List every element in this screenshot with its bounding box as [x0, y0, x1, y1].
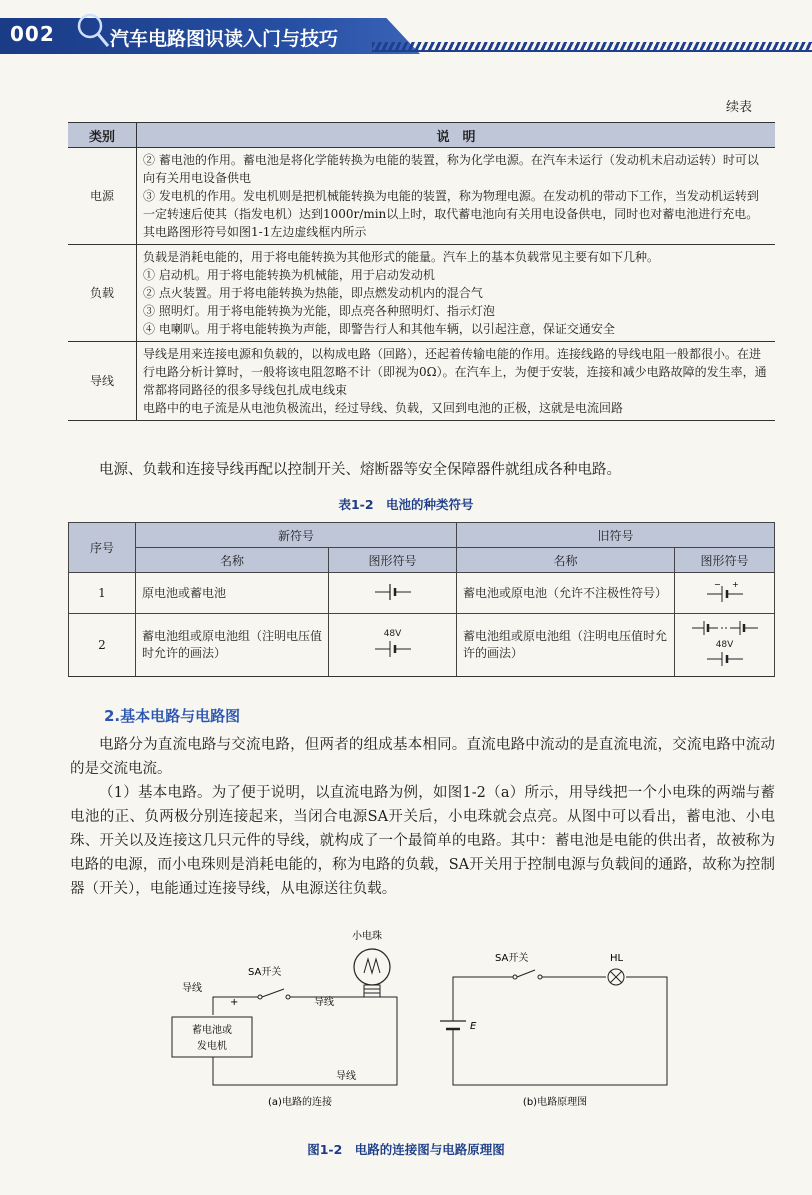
- col-new-symbol: 图形符号: [329, 548, 457, 573]
- description-line: ① 启动机。用于将电能转换为机械能，用于启动发动机: [143, 268, 435, 282]
- circuit-figure: [0, 925, 812, 1125]
- section-title: 2.基本电路与电路图: [104, 707, 241, 725]
- table-row: [69, 573, 775, 614]
- battery-label-2: 发电机: [197, 1041, 227, 1052]
- col-old-symbol: 图形符号: [675, 548, 775, 573]
- lamp-label-b: HL: [610, 953, 624, 964]
- table-row: [68, 245, 775, 342]
- battery-label-1: 蓄电池或: [192, 1025, 232, 1036]
- row-description: [137, 245, 776, 342]
- description-line: ④ 电喇叭。用于将电能转换为声能，即警告行人和其他车辆，以引起注意，保证交通安全: [143, 322, 615, 336]
- bulb-label: 小电珠: [352, 931, 382, 942]
- new-name: 原电池或蓄电池: [136, 573, 329, 614]
- new-symbol: [329, 573, 457, 614]
- battery-symbol-table: [68, 522, 775, 677]
- subcaption-a: (a)电路的连接: [268, 1097, 332, 1108]
- bulb-icon: [354, 949, 390, 997]
- switch-label-a: SA开关: [248, 967, 282, 978]
- row-category: 导线: [68, 342, 137, 421]
- header-stripe: [372, 42, 812, 50]
- col-old-name: 名称: [457, 548, 675, 573]
- continued-label: 续表: [725, 100, 752, 115]
- battery-group-icon: [373, 639, 413, 659]
- description-line: ② 蓄电池的作用。蓄电池是将化学能转换为电能的装置，称为化学电源。在汽车未运行（发动机未启动运转）时可以向有关用电设备供电: [143, 153, 759, 185]
- row-description: [137, 342, 776, 421]
- row-description: [137, 148, 776, 245]
- new-name: 蓄电池组或原电池组（注明电压值时允许的画法）: [136, 614, 329, 677]
- row-category: 负载: [68, 245, 137, 342]
- wire-label-mid: 导线: [314, 997, 334, 1008]
- plus-label: +: [230, 997, 239, 1008]
- old-symbol: [675, 573, 775, 614]
- table-header-category: 类别: [68, 123, 137, 148]
- old-name: 蓄电池或原电池（允许不注极性符号）: [457, 573, 675, 614]
- group-old: 旧符号: [457, 523, 775, 548]
- table2-caption: 表1-2 电池的种类符号: [338, 497, 474, 512]
- description-line: ② 点火装置。用于将电能转换为热能，即点燃发动机内的混合气: [143, 286, 483, 300]
- table-header-description: 说 明: [137, 123, 776, 148]
- magnifier-icon: [72, 8, 112, 52]
- battery-symbol-icon: [705, 650, 745, 668]
- description-line: 导线是用来连接电源和负载的，以构成电路（回路），还起着传输电能的作用。连接线路的导线电阻一般都很小。在进行电路分析计算时，一般将该电阻忽略不计（即视为0Ω）。在汽车上，为便于安装，连接和减少电路故障的发生率，通常都将同路径的很多导线包扎成电线束: [143, 347, 767, 397]
- page-number: 002: [10, 22, 55, 46]
- voltage-label: 48V: [383, 628, 402, 639]
- new-symbol: [329, 614, 457, 677]
- col-new-name: 名称: [136, 548, 329, 573]
- wire-label-bottom: 导线: [336, 1071, 356, 1082]
- book-title: 汽车电路图识读入门与技巧: [110, 28, 339, 50]
- switch-label-b: SA开关: [495, 953, 529, 964]
- paragraph-intro: 电源、负载和连接导线再配以控制开关、熔断器等安全保障器件就组成各种电路。: [99, 462, 621, 478]
- row-seq: 1: [69, 573, 136, 614]
- table-row: [68, 342, 775, 421]
- header-rule: [372, 50, 812, 52]
- old-symbol: [675, 614, 775, 677]
- svg-text:+: +: [731, 579, 739, 589]
- source-label-b: E: [470, 1021, 477, 1032]
- subcaption-b: (b)电路原理图: [522, 1097, 588, 1108]
- old-name: 蓄电池组或原电池组（注明电压值时允许的画法）: [457, 614, 675, 677]
- description-line: ③ 发电机的作用。发电机则是把机械能转换为电能的装置，称为物理电源。在发动机的带动下工作，当发动机运转到一定转速后使其（指发电机）达到1000r/min以上时，取代蓄电池向有关用电设备供电，同时也对蓄电池进行充电。其电路图形符号如图1-1左边虚线框内所示: [143, 189, 759, 239]
- battery-group-icon: [690, 619, 760, 637]
- paragraph-section-2: （1）基本电路。为了便于说明，以直流电路为例，如图1-2（a）所示，用导线把一个小电珠的两端与蓄电池的正、负两极分别连接起来，当闭合电源SA开关后，小电珠就会点亮。从图中可以看出，蓄电池、小电珠、开关以及连接这几只元件的导线，就构成了一个最简单的电路。其中：蓄电池是电能的供出者，故被称为电路的电源，而小电珠则是消耗电能的，称为电路的负载，SA开关用于控制电源与负载间的通路，故称为控制器（开关），电能通过连接导线，从电源送往负载。: [70, 785, 775, 897]
- description-line: 电路中的电子流是从电池负极流出，经过导线、负载，又回到电池的正极，这就是电流回路: [143, 401, 624, 415]
- page-header: [0, 0, 812, 62]
- row-seq: 2: [69, 614, 136, 677]
- category-table: [68, 122, 775, 421]
- figure-caption: 图1-2 电路的连接图与电路原理图: [307, 1142, 505, 1157]
- row-category: 电源: [68, 148, 137, 245]
- voltage-label: 48V: [715, 640, 734, 650]
- description-line: ③ 照明灯。用于将电能转换为光能，即点亮各种照明灯、指示灯泡: [143, 304, 495, 318]
- lamp-icon: [608, 969, 624, 985]
- table-row: [68, 148, 775, 245]
- wire-label-left: 导线: [182, 983, 202, 994]
- col-seq: 序号: [69, 523, 136, 573]
- battery-symbol-icon: [705, 580, 745, 604]
- svg-text:−: −: [713, 579, 721, 589]
- group-new: 新符号: [136, 523, 457, 548]
- description-line: 负载是消耗电能的，用于将电能转换为其他形式的能量。汽车上的基本负载常见主要有如下几种。: [143, 250, 660, 264]
- paragraph-section-1: 电路分为直流电路与交流电路，但两者的组成基本相同。直流电路中流动的是直流电流，交流电路中流动的是交流电流。: [70, 737, 775, 777]
- table-row: [69, 614, 775, 677]
- battery-symbol-icon: [373, 582, 413, 602]
